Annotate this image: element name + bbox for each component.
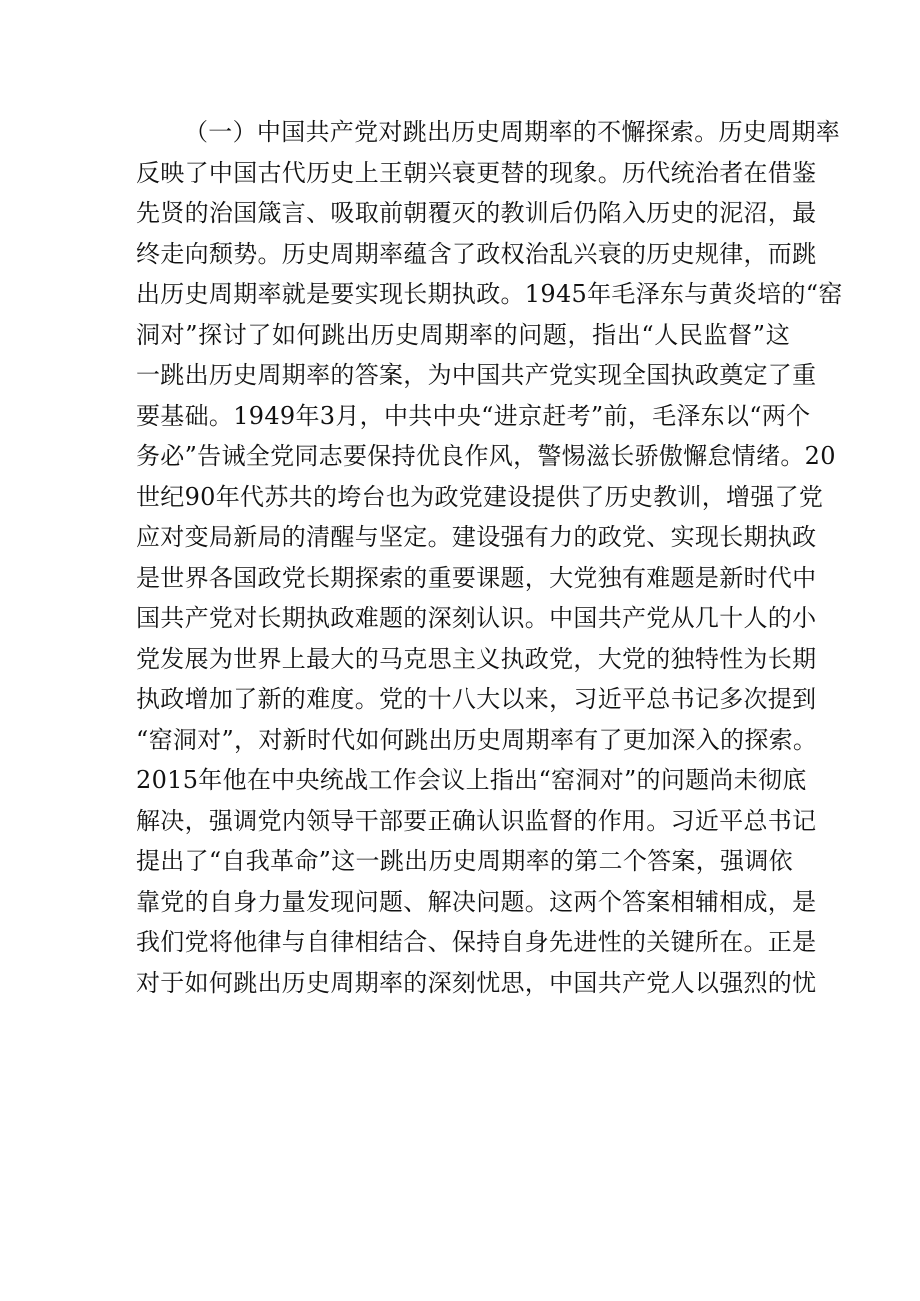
body-paragraph xyxy=(136,112,843,1003)
paragraph-line: 国共产党对长期执政难题的深刻认识。中国共产党从几十人的小 xyxy=(136,604,817,632)
paragraph-line: 提出了“自我革命”这一跳出历史周期率的第二个答案，强调依 xyxy=(136,847,793,875)
paragraph-line: 一跳出历史周期率的答案，为中国共产党实现全国执政奠定了重 xyxy=(136,361,817,389)
paragraph-line: 反映了中国古代历史上王朝兴衰更替的现象。历代统治者在借鉴 xyxy=(136,158,817,187)
paragraph-line: 我们党将他律与自律相结合、保持自身先进性的关键所在。正是 xyxy=(136,928,817,956)
paragraph-line: 务必”告诫全党同志要保持优良作风，警惕滋长骄傲懈怠情绪。20 xyxy=(136,442,836,470)
paragraph-line: 先贤的治国箴言、吸取前朝覆灭的教训后仍陷入历史的泥沼，最 xyxy=(136,199,817,227)
paragraph-line: 解决，强调党内领导干部要正确认识监督的作用。习近平总书记 xyxy=(136,806,817,835)
paragraph-line: 世纪90年代苏共的垮台也为政党建设提供了历史教训，增强了党 xyxy=(136,482,824,511)
paragraph-line: 应对变局新局的清醒与坚定。建设强有力的政党、实现长期执政 xyxy=(136,523,817,551)
paragraph-line: 执政增加了新的难度。党的十八大以来，习近平总书记多次提到 xyxy=(136,685,817,713)
paragraph-line: 靠党的自身力量发现问题、解决问题。这两个答案相辅相成，是 xyxy=(136,887,817,916)
paragraph-line: 是世界各国政党长期探索的重要课题，大党独有难题是新时代中 xyxy=(136,563,817,592)
paragraph-line: 洞对”探讨了如何跳出历史周期率的问题，指出“人民监督”这 xyxy=(136,320,790,349)
paragraph-line: 出历史周期率就是要实现长期执政。1945年毛泽东与黄炎培的“窑 xyxy=(136,280,843,308)
paragraph-line: （一）中国共产党对跳出历史周期率的不懈探索。历史周期率 xyxy=(184,118,841,146)
paragraph-line: 对于如何跳出历史周期率的深刻忧思，中国共产党人以强烈的忧 xyxy=(136,968,817,997)
paragraph-line: “窑洞对”，对新时代如何跳出历史周期率有了更加深入的探索。 xyxy=(136,725,818,754)
paragraph-line: 党发展为世界上最大的马克思主义执政党，大党的独特性为长期 xyxy=(136,644,817,673)
paragraph-line: 2015年他在中央统战工作会议上指出“窑洞对”的问题尚未彻底 xyxy=(136,766,807,794)
paragraph-line: 终走向颓势。历史周期率蕴含了政权治乱兴衰的历史规律，而跳 xyxy=(136,239,817,268)
paragraph-line: 要基础。1949年3月，中共中央“进京赶考”前，毛泽东以“两个 xyxy=(136,401,811,430)
